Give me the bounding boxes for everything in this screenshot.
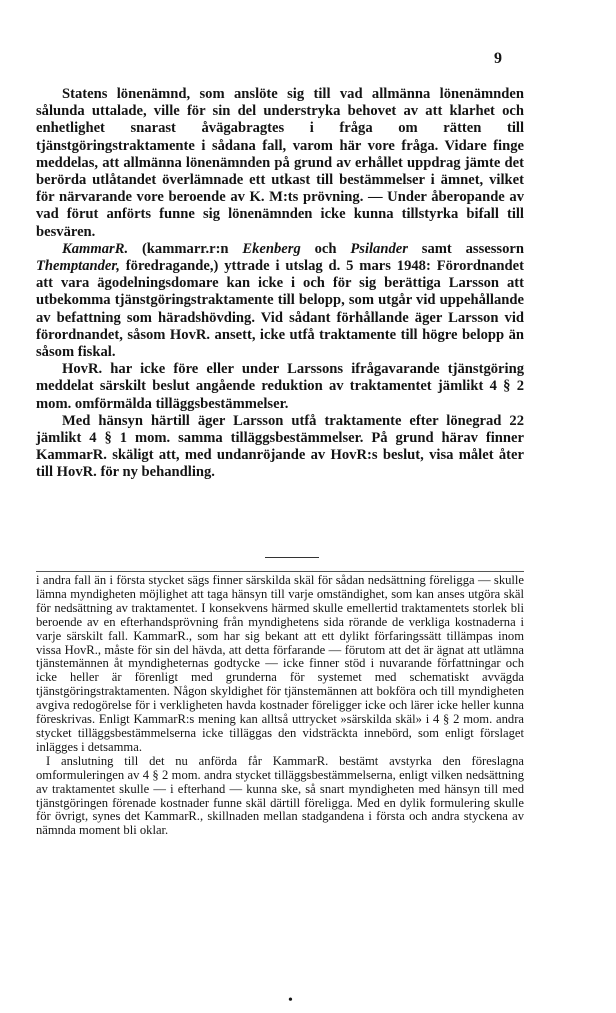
paragraph-lonenamnd: Statens lönenämnd, som anslöte sig till vad allmänna lönenämnden sålunda uttalade, ville för sin del understryka behovet av att klarhet och enhetlighet snarast åvägabragtes i fråga om rätten till tjänstgöringstraktamente i sådana fall, varom här vore fråga. Vidare finge meddelas, att allmänna lönenämnden på grund av erhållet uppdrag jämte det berörda utlåtandet överlämnade ett utkast till bestämmelser i ämnet, vilket för närvarande vore beroende av K. M:ts prövning. — Under åberopande av vad förut anförts funne sig lönenämnden icke kunna tillstyrka bifall till besvären. [36, 86, 524, 240]
assessor-name: Themptander, [36, 258, 120, 275]
footnotes [36, 574, 524, 838]
paragraph-kammarr-ruling: KammarR. (kammarr.r:n Ekenberg och Psilander samt assessorn Themptander, föredragande,) yttrade i utslag d. 5 mars 1948: Förordnandet att vara ägodelningsdomare kan icke i och för sig berättiga Larsson att utbekomma tjänstgöringstraktamente till belopp, som utgår vid uppehållande av befattning som häradshövding. Vid sådant förhållande äger Larsson vid förordnandet, såsom HovR. ansett, icke utfå traktamente till högre belopp än såsom fiskal. [36, 240, 525, 361]
judge-name: Ekenberg [242, 240, 301, 257]
footnote-paragraph: I anslutning till det nu anförda får KammarR. bestämt avstyrka den föreslagna omformuleringen av 4 § 2 mom. andra stycket tilläggsbestämmelserna, enligt vilken nedsättning av traktamentet skulle — i efterhand — kunna ske, så snart myndigheten med hänsyn till med tjänstgöringen förenade kostnader funne skäl därtill föreligga. Med en dylik formulering skulle för övrigt, synes det KammarR., skillnaden mellan stadgandena i första och andra styckena av nämnda moment bli oklar. [36, 753, 524, 838]
judge-name: Psilander [350, 240, 408, 257]
footnote-rule [36, 571, 524, 572]
footnote-paragraph: i andra fall än i första stycket sägs finner särskilda skäl för sådan nedsättning föreligga — skulle lämna myndigheten möjlighet att taga hänsyn till varje omständighet, som kan anses utgöra skäl för nedsättning av traktamentet. I konsekvens härmed skulle emellertid traktamentets storlek bli beroende av en efterhandsprövning från myndighetens sida rörande de verkliga kostnaderna i varje särskilt fall. KammarR., som har sig bekant att ett dylikt förfaringssätt tillämpas inom vissa HovR., måste för sin del hävda, att detta förfarande — förutom att det är ägnat att utlämna tjänstemännen åt myndigheternas godtycke — icke finner stöd i nuvarande författningar och icke heller är förenligt med grunderna för systemet med schematiskt avvägda tjänstgöringstraktamenten. Någon skyldighet för tjänstemännen att bokföra och till myndigheten avgiva redogörelse för i verkligheten havda kostnader föreligger icke och lärer icke heller kunna föreskrivas. Enligt KammarR:s mening kan alltså uttrycket »särskilda skäl» i 4 § 2 mom. andra stycket tilläggsbestämmelserna icke tilläggas den vidsträckta innebörd, som enligt förslaget inlägges i detsamma. [36, 573, 524, 754]
main-text [36, 86, 524, 482]
section-divider [265, 557, 319, 558]
paragraph-conclusion: Med hänsyn härtill äger Larsson utfå traktamente efter lönegrad 22 jämlikt 4 § 1 mom. samma tilläggsbestämmelser. På grund härav finner KammarR. skäligt att, med undanröjande av HovR:s beslut, visa målet åter till HovR. för ny behandling. [36, 412, 524, 481]
court-name: KammarR. [62, 240, 129, 257]
paragraph-hovr: HovR. har icke före eller under Larssons ifrågavarande tjänstgöring meddelat särskilt beslut angående reduktion av traktamentet jämlikt 4 § 2 mom. omförmälda tilläggsbestämmelser. [36, 361, 524, 412]
page-number: 9 [494, 50, 502, 67]
page-mark: • [288, 993, 293, 1008]
